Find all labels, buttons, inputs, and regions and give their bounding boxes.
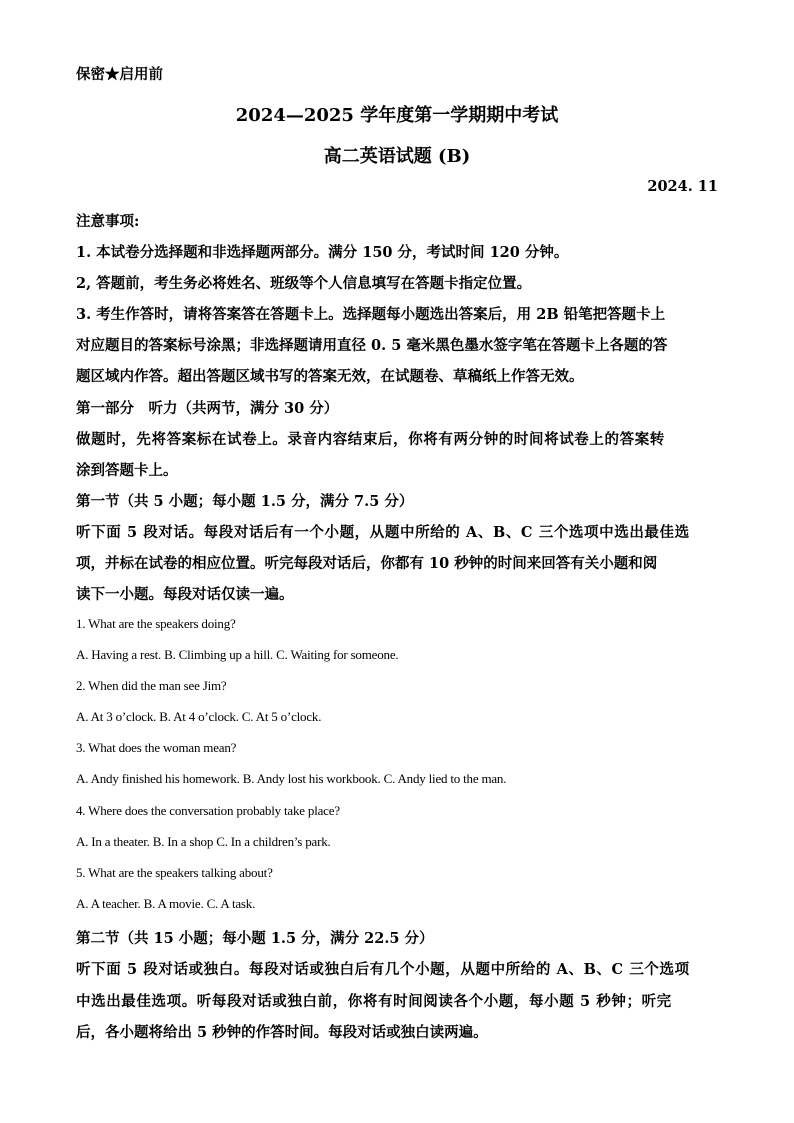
paper-title: 高二英语试题 (B) [323, 146, 471, 167]
section2-heading: 第二节（共 15 小题；每小题 1.5 分，满分 22.5 分） [76, 930, 434, 947]
note-item: 3. 考生作答时，请将答案答在答题卡上。选择题每小题选出答案后，用 2B 铅笔把答题卡上 [76, 306, 666, 323]
exam-title: 2024—2025 学年度第一学期期中考试 [235, 105, 559, 126]
part1-instruction: 涂到答题卡上。 [76, 462, 178, 479]
note-item: 2, 答题前，考生务必将姓名、班级等个人信息填写在答题卡指定位置。 [76, 275, 532, 292]
section2-instruction: 中选出最佳选项。听每段对话或独白前，你将有时间阅读各个小题，每小题 5 秒钟；听完 [76, 993, 672, 1010]
question-stem: 4. Where does the conversation probably take place? [76, 803, 340, 818]
section1-heading: 第一节（共 5 小题；每小题 1.5 分，满分 7.5 分） [76, 493, 414, 510]
question-stem: 5. What are the speakers talking about? [76, 865, 273, 880]
section2-instruction: 后，各小题将给出 5 秒钟的作答时间。每段对话或独白读两遍。 [76, 1024, 488, 1041]
note-item: 对应题目的答案标号涂黑；非选择题请用直径 0. 5 毫米黑色墨水签字笔在答题卡上各题的答 [76, 337, 668, 354]
question-stem: 3. What does the woman mean? [76, 740, 237, 755]
question-stem: 1. What are the speakers doing? [76, 616, 236, 631]
note-item: 1. 本试卷分选择题和非选择题两部分。满分 150 分，考试时间 120 分钟。 [76, 244, 569, 261]
question-options: A. Having a rest. B. Climbing up a hill. C. Waiting for someone. [76, 647, 399, 662]
part1-instruction: 做题时，先将答案标在试卷上。录音内容结束后，你将有两分钟的时间将试卷上的答案转 [76, 431, 665, 448]
question-options: A. Andy finished his homework. B. Andy lost his workbook. C. Andy lied to the man. [76, 771, 507, 786]
question-options: A. A teacher. B. A movie. C. A task. [76, 896, 256, 911]
question-options: A. In a theater. B. In a shop C. In a children’s park. [76, 834, 331, 849]
section2-instruction: 听下面 5 段对话或独白。每段对话或独白后有几个小题，从题中所给的 A、B、C 三个选项 [76, 961, 690, 978]
question-options: A. At 3 o’clock. B. At 4 o’clock. C. At 5 o’clock. [76, 709, 322, 724]
note-item: 题区域内作答。超出答题区域书写的答案无效，在试题卷、草稿纸上作答无效。 [76, 368, 584, 385]
section1-instruction: 听下面 5 段对话。每段对话后有一个小题，从题中所给的 A、B、C 三个选项中选出最佳选 [76, 524, 690, 541]
section1-instruction: 项，并标在试卷的相应位置。听完每段对话后，你都有 10 秒钟的时间来回答有关小题和阅 [76, 555, 658, 572]
confidential-label: 保密★启用前 [76, 66, 163, 83]
section1-instruction: 读下一小题。每段对话仅读一遍。 [76, 586, 294, 603]
question-stem: 2. When did the man see Jim? [76, 678, 227, 693]
notes-heading: 注意事项: [76, 213, 140, 230]
exam-date: 2024. 11 [647, 178, 718, 195]
part1-heading: 第一部分 听力（共两节，满分 30 分） [76, 400, 339, 417]
